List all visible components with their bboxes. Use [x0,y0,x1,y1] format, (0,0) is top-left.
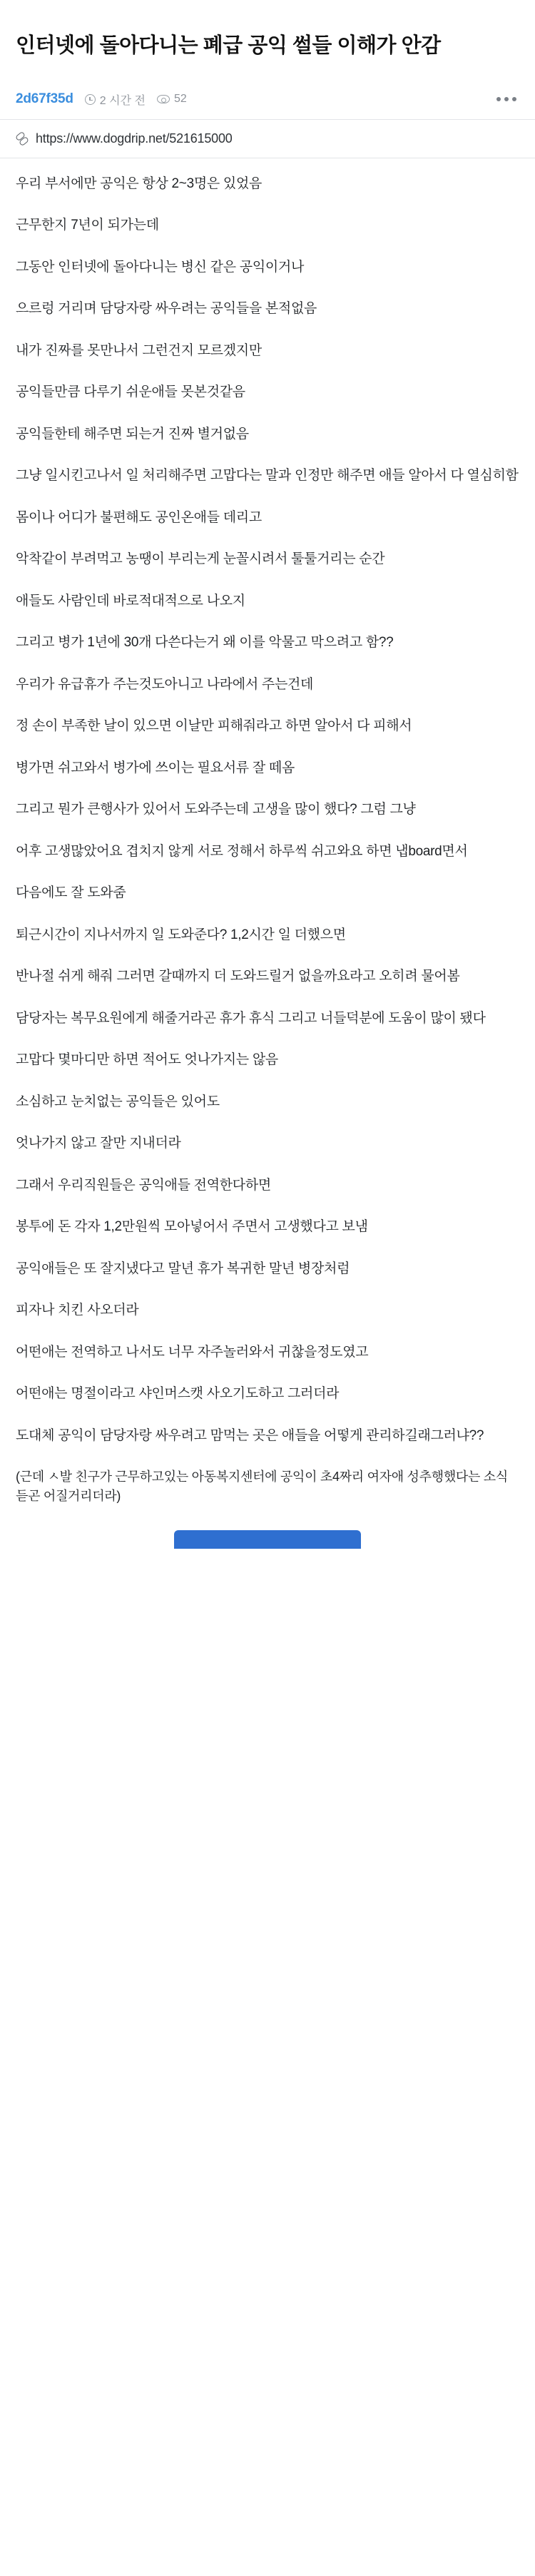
bottom-action-bar[interactable] [174,1530,361,1549]
post-paragraph: 공익들한테 해주면 되는거 진짜 별거없음 [16,426,249,442]
view-count-label: 52 [173,93,187,106]
post-time [85,91,146,108]
post-paragraph: 공익애들은 또 잘지냈다고 말년 휴가 복귀한 말년 병장처럼 [16,1261,350,1276]
post-paragraph: 담당자는 복무요원에게 해줄거라곤 휴가 휴식 그리고 너들덕분에 도움이 많이 됐다 [16,1010,486,1026]
post-paragraph: 봉투에 돈 각자 1,2만원씩 모아넣어서 주면서 고생했다고 보냄 [16,1219,368,1235]
eye-icon [157,95,170,103]
post-paragraph: 우리 부서에만 공익은 항상 2~3명은 있었음 [16,175,263,191]
post-link-row[interactable] [0,120,535,158]
post-note: (근데 ㅅ발 친구가 근무하고있는 아동복지센터에 공익이 초4짜리 여자애 성추행했다는 소식 듣곤 어질거리더라) [16,1470,508,1504]
post-paragraph: 우리가 유급휴가 주는것도아니고 나라에서 주는건데 [16,676,314,692]
post-paragraph: 다음에도 잘 도와줌 [16,885,126,901]
post-paragraph: 병가면 쉬고와서 병가에 쓰이는 필요서류 잘 떼옴 [16,760,295,775]
post-paragraph: 그리고 병가 1년에 30개 다쓴다는거 왜 이를 악물고 막으려고 함?? [16,635,394,651]
post-paragraph: 도대체 공익이 담당자랑 싸우려고 맘먹는 곳은 애들을 어떻게 관리하길래그러냐?? [16,1427,484,1443]
post-paragraph: 어후 고생많았어요 겹치지 않게 서로 정해서 하루씩 쉬고와요 하면 냅board면서 [16,843,468,859]
post-paragraph: 그냥 일시킨고나서 일 처리해주면 고맙다는 말과 인정만 해주면 애들 알아서 다 열심히함 [16,468,519,484]
post-paragraph: 퇴근시간이 지나서까지 일 도와준다? 1,2시간 일 더했으면 [16,927,346,942]
post-paragraph: 어떤애는 전역하고 나서도 너무 자주놀러와서 귀찮을정도였고 [16,1344,369,1360]
post-paragraph: 고맙다 몇마디만 하면 적어도 엇나가지는 않음 [16,1052,278,1068]
post-paragraph: 어떤애는 명절이라고 샤인머스캣 사오기도하고 그러더라 [16,1386,340,1402]
post-paragraph: 악착같이 부려먹고 농땡이 부리는게 눈꼴시려서 툴툴거리는 순간 [16,551,385,567]
post-paragraph: 몸이나 어디가 불편해도 공인온애들 데리고 [16,509,262,525]
post-paragraph: 그래서 우리직원들은 공익애들 전역한다하면 [16,1177,271,1193]
bottom-strip [0,1524,535,1549]
post-paragraph: 그리고 뭔가 큰행사가 있어서 도와주는데 고생을 많이 했다? 그럼 그냥 [16,802,416,818]
post-paragraph: 그동안 인터넷에 돌아다니는 병신 같은 공익이거나 [16,259,305,275]
clock-icon [85,94,96,105]
post-paragraph: 근무한지 7년이 되가는데 [16,218,159,233]
post-paragraph: 소심하고 눈치없는 공익들은 있어도 [16,1094,220,1109]
post-paragraph: 애들도 사람인데 바로적대적으로 나오지 [16,593,245,609]
post-paragraph: 내가 진짜를 못만나서 그런건지 모르겠지만 [16,342,262,358]
post-page [0,14,535,1549]
post-body [0,158,535,1525]
post-paragraph: 으르렁 거리며 담당자랑 싸우려는 공익들을 본적없음 [16,301,317,317]
post-meta-bar [0,87,535,119]
more-options-icon[interactable] [496,97,519,101]
post-time-label: 2 시간 전 [99,94,146,107]
view-count [157,93,187,106]
post-paragraph: 피자나 치킨 사오더라 [16,1303,139,1318]
post-paragraph: 엇나가지 않고 잘만 지내더라 [16,1136,181,1151]
author-name[interactable]: 2d67f35d [16,91,73,107]
post-paragraph: 반나절 쉬게 해줘 그러면 갈때까지 더 도와드릴거 없을까요라고 오히려 물어봄 [16,969,460,984]
post-paragraph: 공익들만큼 다루기 쉬운애들 못본것같음 [16,385,245,400]
link-icon [16,132,29,145]
post-paragraph: 정 손이 부족한 날이 있으면 이날만 피해줘라고 하면 알아서 다 피해서 [16,718,412,734]
post-url[interactable]: https://www.dogdrip.net/521615000 [36,131,233,146]
page-title: 인터넷에 돌아다니는 폐급 공익 썰들 이해가 안감 [16,34,441,58]
